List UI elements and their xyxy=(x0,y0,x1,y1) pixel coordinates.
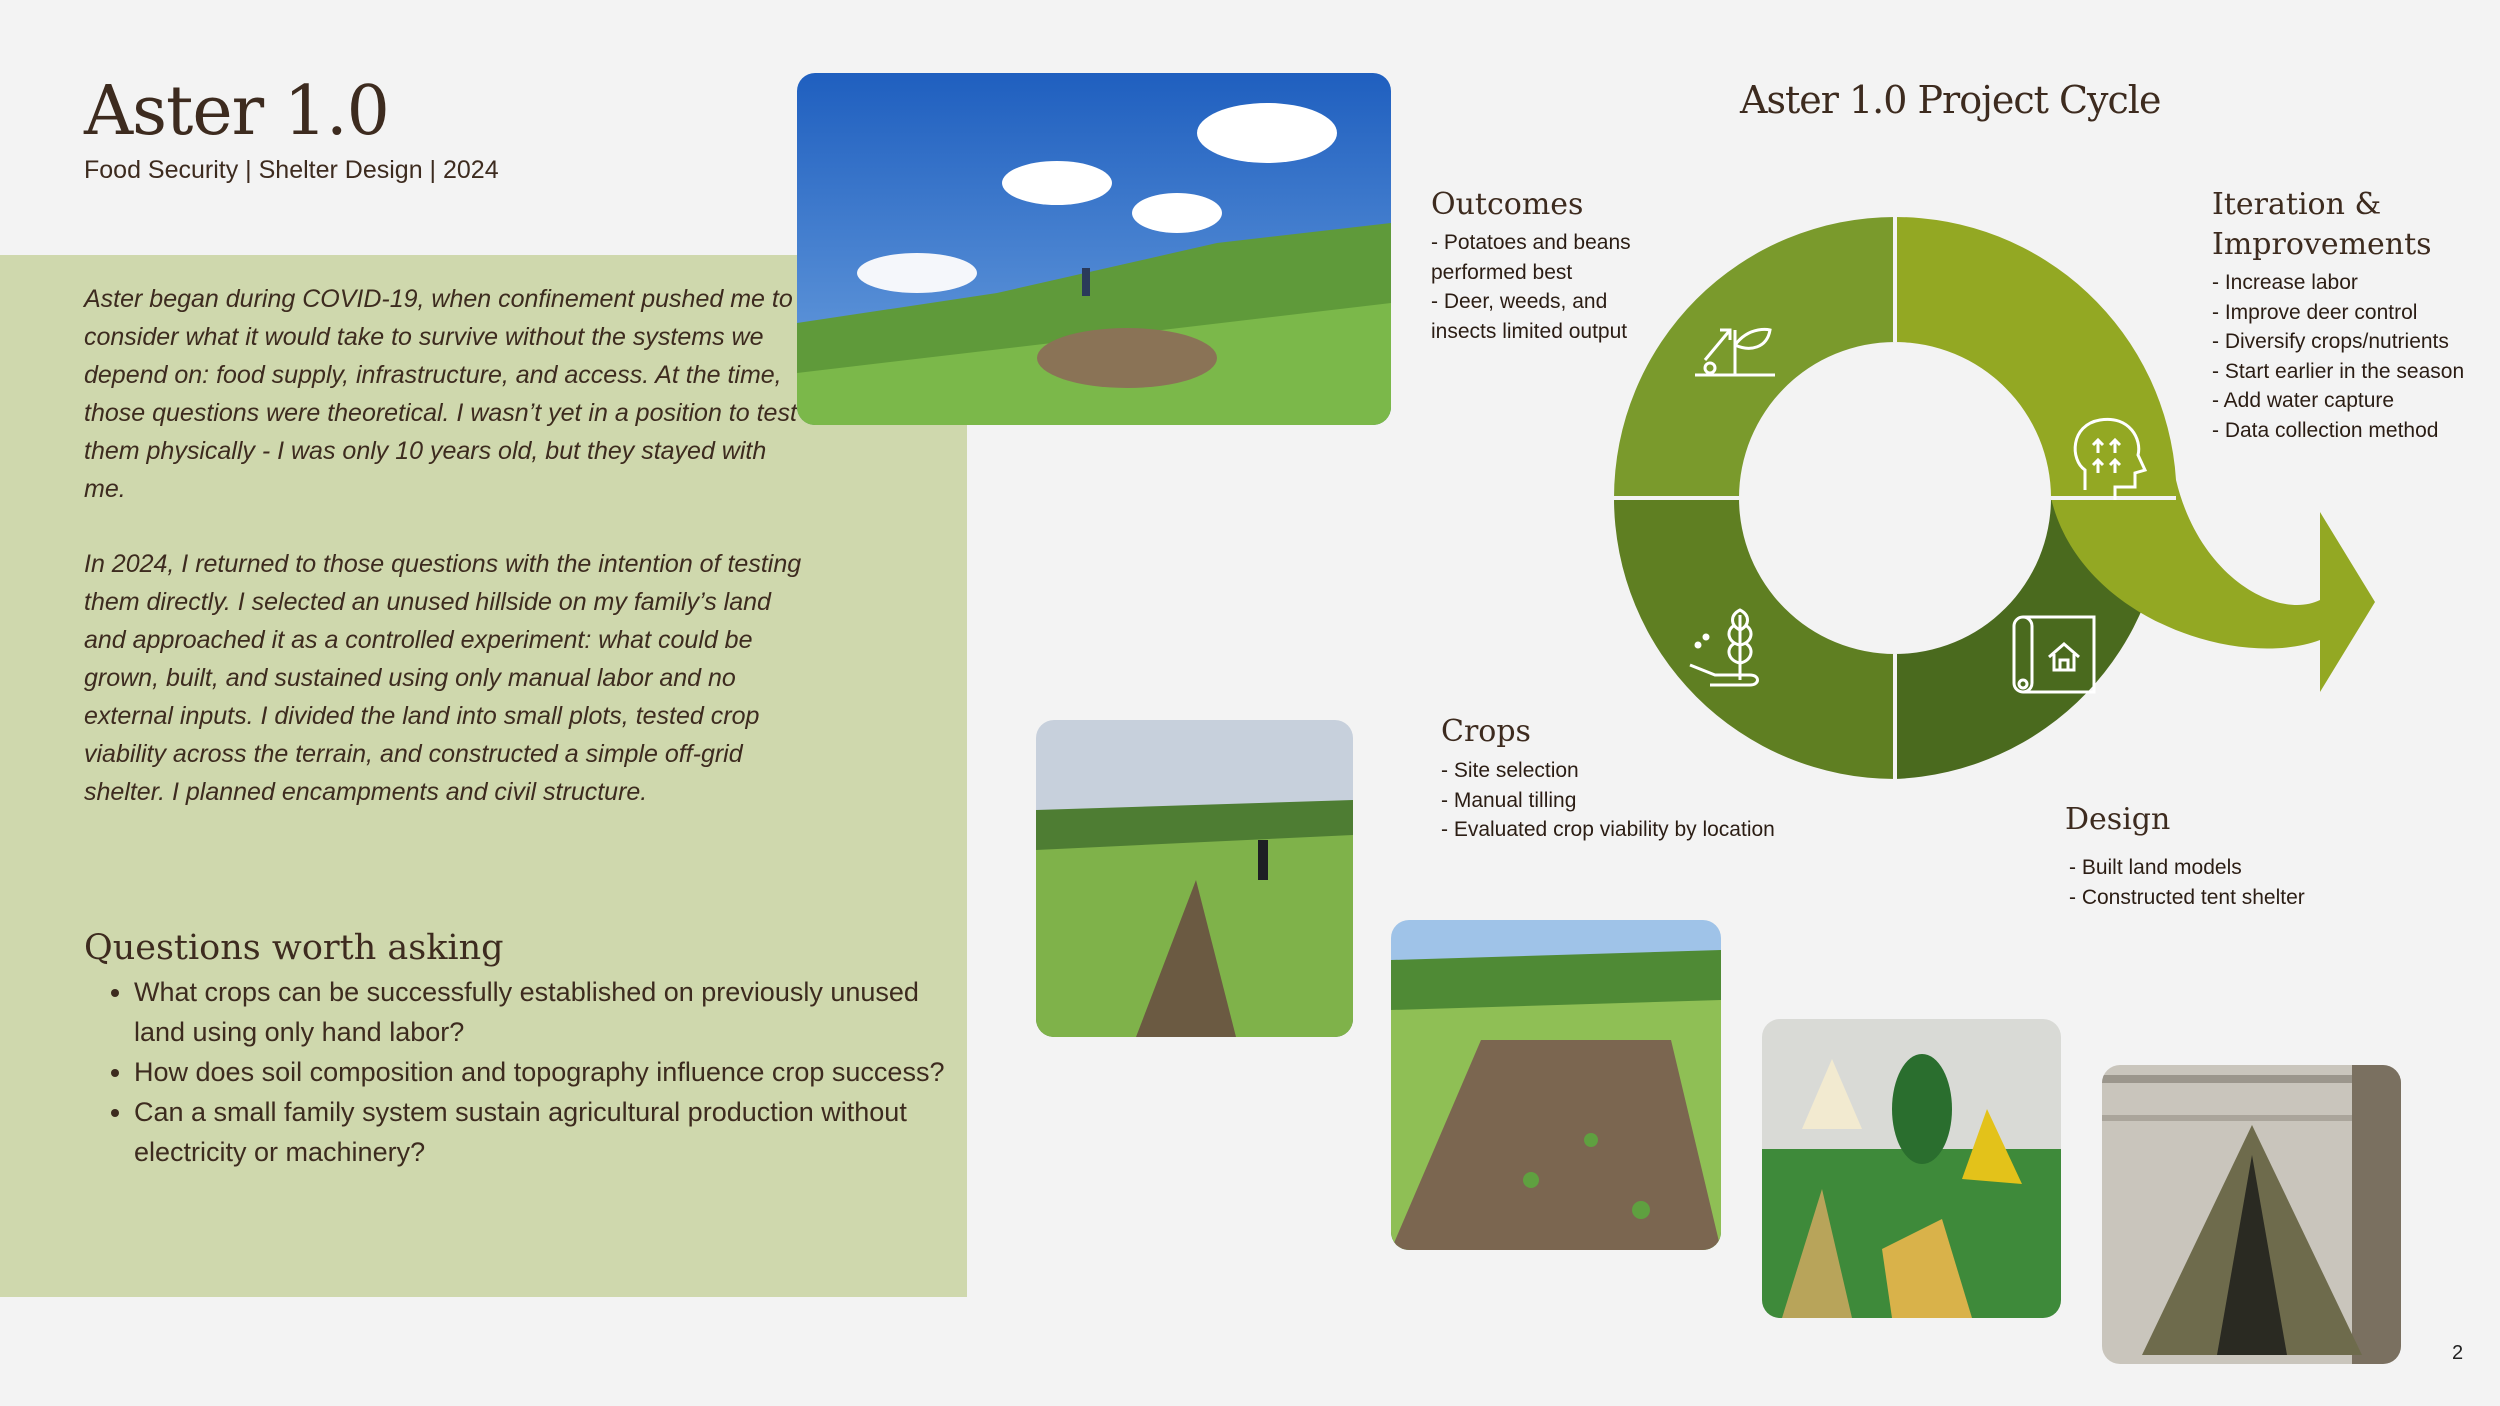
list-item: - Constructed tent shelter xyxy=(2069,885,2305,909)
cycle-segment-crops xyxy=(1614,498,1895,779)
list-item: - Add water capture xyxy=(2212,389,2395,412)
design-list xyxy=(2069,853,2305,912)
iteration-title xyxy=(2212,185,2432,265)
list-item: performed best xyxy=(1431,260,1573,284)
crop-rows-photo xyxy=(1391,920,1721,1250)
tent-land-model-photo xyxy=(1762,1019,2061,1318)
cycle-segment-outcomes xyxy=(1614,217,1895,498)
iteration-title-line: Improvements xyxy=(2212,227,2432,262)
list-item: - Manual tilling xyxy=(1441,788,1577,812)
crops-title: Crops xyxy=(1441,714,1531,749)
list-item: - Data collection method xyxy=(2212,418,2439,442)
list-item: - Start earlier in the season xyxy=(2212,359,2465,383)
iteration-title-line: Iteration & xyxy=(2212,187,2382,222)
list-item: - Built land models xyxy=(2069,856,2242,879)
page-title: Aster 1.0 xyxy=(84,72,389,151)
question-item: • Can a small family system sustain agricultural production without electricity or machinery? xyxy=(134,1092,954,1172)
intro-paragraph-2: In 2024, I returned to those questions with the intention of testing them directly. I selected an unused hillside on my family’s land and approached it as a controlled experiment: what could be grown, built, and sustained using only manual labor and no external inputs. I divided the land into small plots, tested crop viability across the terrain, and constructed a simple off-grid shelter. I planned encampments and civil structure. xyxy=(84,550,802,806)
page-number: 2 xyxy=(2452,1342,2464,1364)
outcomes-list xyxy=(1431,228,1631,346)
page-subtitle: Food Security | Shelter Design | 2024 xyxy=(84,156,499,184)
list-item: - Deer, weeds, and xyxy=(1431,290,1608,313)
list-item: - Improve deer control xyxy=(2212,300,2418,324)
list-item: - Diversify crops/nutrients xyxy=(2212,330,2449,353)
list-item: insects limited output xyxy=(1431,319,1628,343)
questions-list xyxy=(84,972,954,1172)
cycle-title: Aster 1.0 Project Cycle xyxy=(1740,78,2161,122)
intro-paragraph-1: Aster began during COVID-19, when confinement pushed me to consider what it would take to survive without the systems we depend on: food supply, infrastructure, and access. At the time, those questions were theoretical. I wasn’t yet in a position to test them physically - I was only 10 years old, but they stayed with me. xyxy=(84,285,797,503)
list-item: - Site selection xyxy=(1441,759,1579,782)
iteration-list xyxy=(2212,268,2464,445)
person-in-field-photo xyxy=(1036,720,1353,1037)
question-item: • What crops can be successfully established on previously unused land using only hand labor? xyxy=(134,972,954,1052)
hillside-plot-photo xyxy=(797,73,1391,425)
list-item: - Evaluated crop viability by location xyxy=(1441,818,1775,841)
outcomes-title: Outcomes xyxy=(1431,187,1584,222)
list-item: - Increase labor xyxy=(2212,271,2358,294)
crops-list xyxy=(1441,756,1775,845)
design-title: Design xyxy=(2065,802,2171,837)
question-item: • How does soil composition and topography influence crop success? xyxy=(134,1052,954,1092)
list-item: - Potatoes and beans xyxy=(1431,231,1631,254)
questions-heading: Questions worth asking xyxy=(84,928,504,968)
tent-shelter-photo xyxy=(2102,1065,2401,1364)
